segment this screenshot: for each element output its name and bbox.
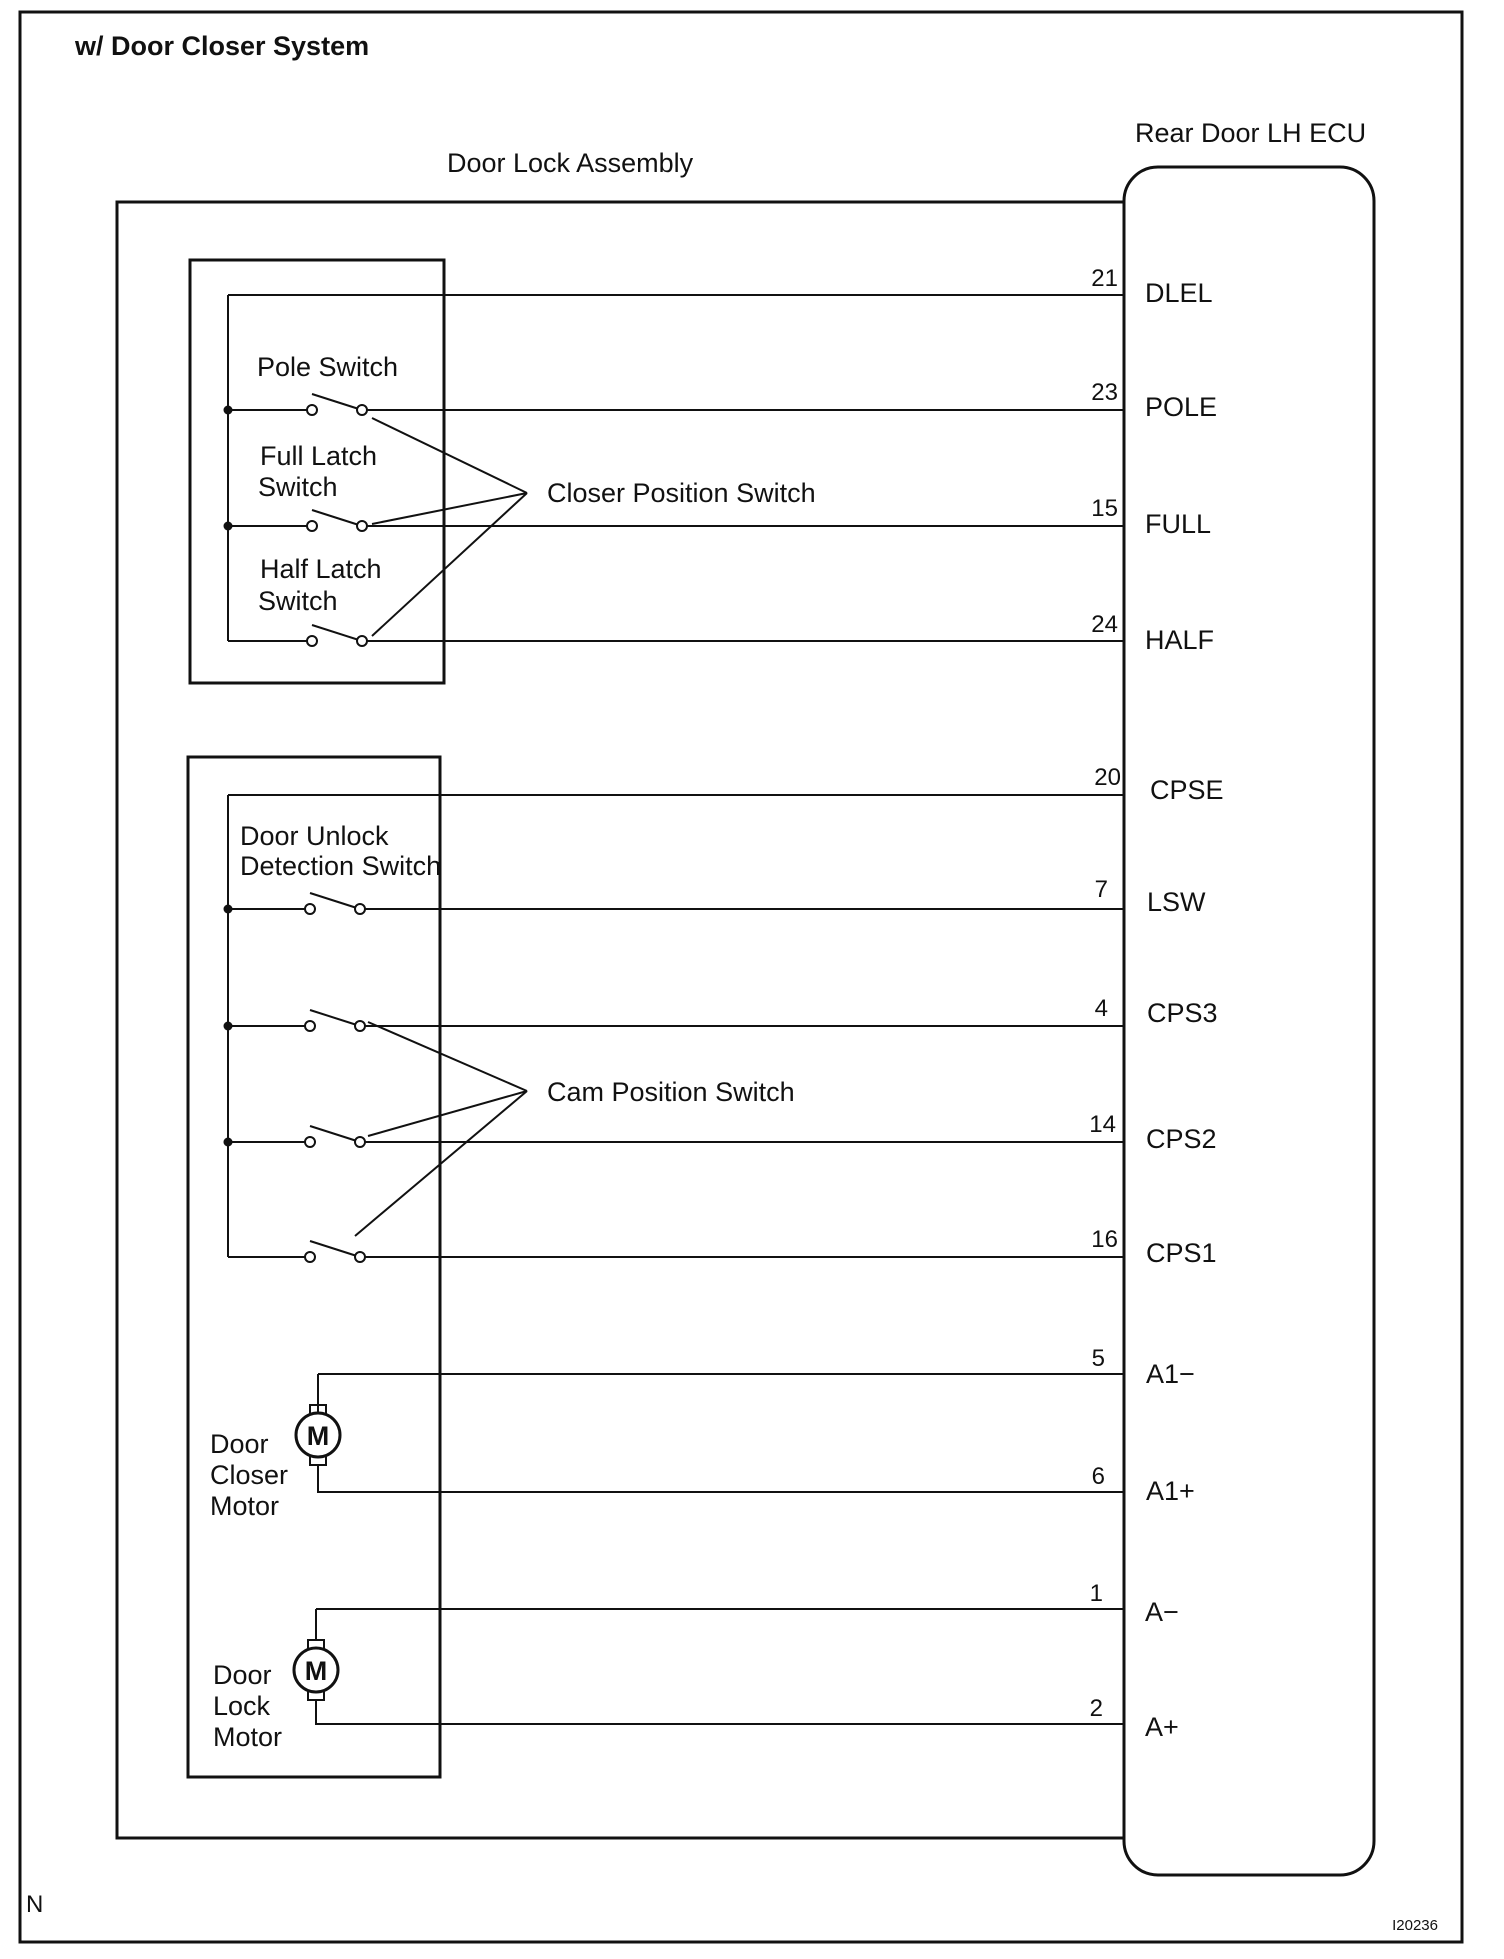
assembly-label: Door Lock Assembly — [447, 148, 694, 178]
unlock-switch-contact-right — [355, 904, 365, 914]
unlock-switch-blade — [310, 893, 360, 909]
full-switch-contact-left — [307, 521, 317, 531]
pin-name: CPS3 — [1147, 998, 1218, 1028]
pin-number: 7 — [1094, 876, 1108, 903]
pin-number: 24 — [1091, 611, 1118, 638]
closer-motor-label-3: Motor — [210, 1491, 280, 1521]
pole-switch-contact-right — [357, 405, 367, 415]
closer-motor-label-2: Closer — [210, 1460, 289, 1490]
pole-switch-blade — [312, 394, 362, 410]
closer-pointer-3 — [372, 493, 527, 636]
pin-number: 1 — [1089, 1580, 1103, 1607]
pin-name: FULL — [1145, 509, 1212, 539]
pin-number: 16 — [1091, 1226, 1118, 1253]
pin-number: 20 — [1094, 764, 1121, 791]
wire-a-plus — [316, 1700, 1124, 1724]
pin-name: CPSE — [1150, 775, 1224, 805]
cps1-contact-right — [355, 1252, 365, 1262]
closer-pointer-2 — [372, 493, 527, 524]
pin-number: 21 — [1091, 265, 1118, 292]
pin-number: 23 — [1091, 379, 1118, 406]
unlock-switch-label-2: Detection Switch — [240, 851, 442, 881]
junction-dot — [224, 522, 233, 531]
full-switch-contact-right — [357, 521, 367, 531]
cps1-blade — [310, 1241, 360, 1257]
ecu-pins — [1089, 265, 1223, 1742]
junction-dot — [224, 406, 233, 415]
pole-switch-label: Pole Switch — [257, 352, 399, 382]
lock-motor-label-1: Door — [213, 1660, 272, 1690]
pin-number: 4 — [1094, 995, 1108, 1022]
footer-left-mark: N — [26, 1891, 44, 1918]
pin-number: 6 — [1091, 1463, 1105, 1490]
unlock-switch-label-1: Door Unlock — [240, 821, 389, 851]
lock-motor-symbol: M — [304, 1656, 328, 1686]
cam-position-switch-label: Cam Position Switch — [547, 1077, 795, 1107]
pin-name: A+ — [1145, 1712, 1179, 1742]
pin-name: POLE — [1145, 392, 1218, 422]
cps2-contact-left — [305, 1137, 315, 1147]
pin-name: A− — [1145, 1597, 1179, 1627]
half-latch-label-2: Switch — [258, 586, 338, 616]
pin-name: CPS1 — [1146, 1238, 1217, 1268]
pin-number: 14 — [1089, 1111, 1116, 1138]
pin-name: A1+ — [1146, 1476, 1195, 1506]
half-switch-contact-left — [307, 636, 317, 646]
closer-motor-symbol: M — [306, 1421, 330, 1451]
full-switch-blade — [312, 510, 362, 526]
half-latch-label-1: Half Latch — [260, 554, 382, 584]
closer-pointer-1 — [372, 418, 527, 493]
unlock-switch-contact-left — [305, 904, 315, 914]
full-latch-label-1: Full Latch — [260, 441, 378, 471]
cps1-contact-left — [305, 1252, 315, 1262]
cps2-blade — [310, 1126, 360, 1142]
pin-name: CPS2 — [1146, 1124, 1217, 1154]
pin-number: 5 — [1091, 1345, 1105, 1372]
cps3-contact-right — [355, 1021, 365, 1031]
half-switch-blade — [312, 625, 362, 641]
cps2-contact-right — [355, 1137, 365, 1147]
full-latch-label-2: Switch — [258, 472, 338, 502]
cam-pointer-2 — [368, 1091, 527, 1136]
cps3-contact-left — [305, 1021, 315, 1031]
pin-number: 2 — [1089, 1695, 1103, 1722]
lock-motor-label-2: Lock — [213, 1691, 271, 1721]
pin-name: LSW — [1147, 887, 1206, 917]
pin-name: DLEL — [1145, 278, 1213, 308]
junction-dot — [224, 1022, 233, 1031]
closer-position-switch-label: Closer Position Switch — [547, 478, 816, 508]
page-frame — [20, 12, 1462, 1942]
cam-pointer-1 — [368, 1022, 527, 1091]
pin-name: HALF — [1145, 625, 1215, 655]
ecu-label: Rear Door LH ECU — [1135, 118, 1367, 148]
diagram-title: w/ Door Closer System — [75, 31, 370, 61]
pole-switch-contact-left — [307, 405, 317, 415]
half-switch-contact-right — [357, 636, 367, 646]
lock-motor-label-3: Motor — [213, 1722, 283, 1752]
junction-dot — [224, 905, 233, 914]
cps3-blade — [310, 1010, 360, 1026]
pin-number: 15 — [1091, 495, 1118, 522]
figure-id: I20236 — [1392, 1917, 1438, 1934]
junction-dot — [224, 1138, 233, 1147]
closer-motor-label-1: Door — [210, 1429, 269, 1459]
pin-name: A1− — [1146, 1359, 1195, 1389]
